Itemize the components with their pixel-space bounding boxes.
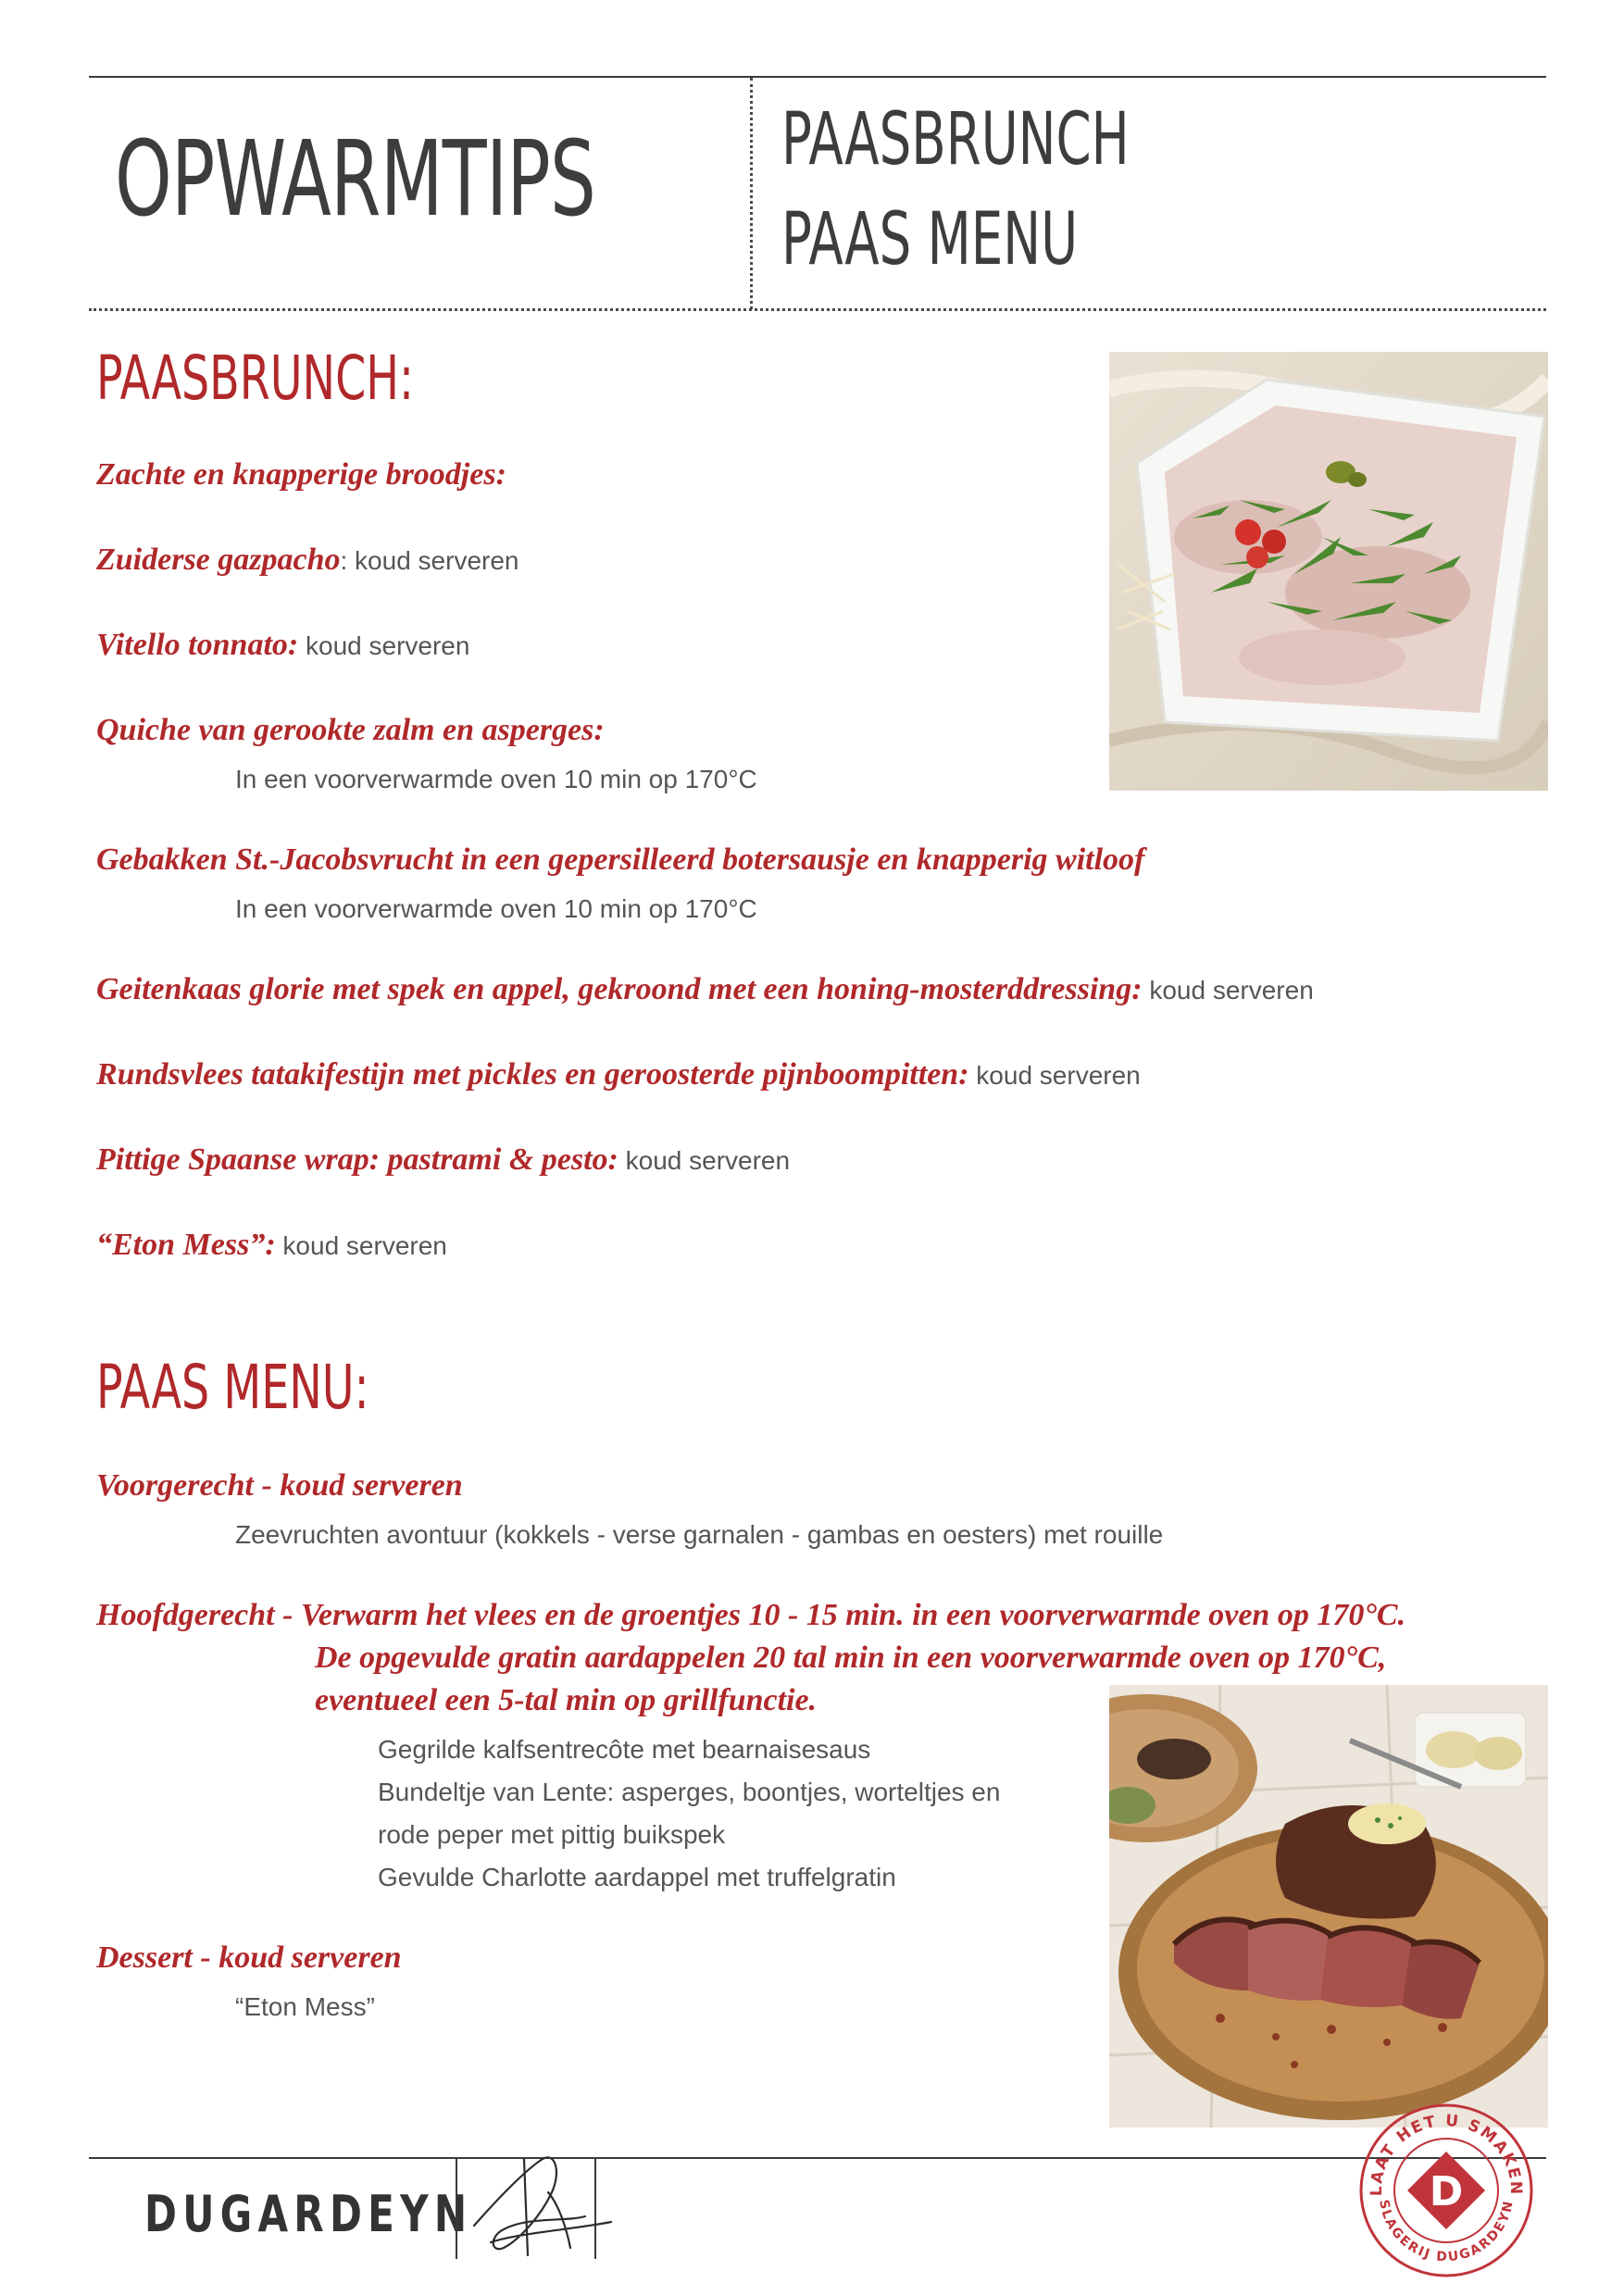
footer-separator-left xyxy=(456,2157,457,2259)
footer-rule xyxy=(89,2157,1546,2159)
brunch-heading: PAASBRUNCH: xyxy=(96,343,414,414)
brunch-item xyxy=(96,1057,1485,1092)
brunch-item-note: koud serveren xyxy=(275,1231,447,1260)
brunch-item-note: koud serveren xyxy=(968,1061,1141,1090)
main-course-line3: eventueel een 5-tal min op grillfunctie. xyxy=(315,1683,818,1717)
brunch-item-note: koud serveren xyxy=(1142,976,1314,1004)
main-dish: rode peper met pittig buikspek xyxy=(378,1820,726,1849)
main-dish: Gegrilde kalfsentrecôte met bearnaisesaus xyxy=(378,1735,871,1764)
brunch-item-name: Quiche van gerookte zalm en asperges: xyxy=(96,713,605,747)
header-top-rule xyxy=(89,76,1546,78)
seal-bottom-text: SLAGERIJ DUGARDEYN xyxy=(1376,2198,1517,2265)
brunch-item-name: “Eton Mess”: xyxy=(96,1228,276,1262)
brunch-item-name: Zachte en knapperige broodjes: xyxy=(96,457,506,492)
seal-letter: D xyxy=(1429,2168,1464,2215)
page-title: OPWARMTIPS xyxy=(115,119,596,240)
brunch-item-name: Gebakken St.-Jacobsvrucht in een gepersilleerd botersausje en knapperig witloof xyxy=(96,842,1145,877)
brunch-item xyxy=(96,972,1485,1007)
brunch-item-note: koud serveren xyxy=(298,631,470,660)
brunch-item xyxy=(96,842,1485,878)
main-dish: Gevulde Charlotte aardappel met truffelgratin xyxy=(378,1863,896,1891)
brunch-item-note: koud serveren xyxy=(618,1146,791,1175)
brunch-item xyxy=(96,1142,1485,1178)
header-bottom-rule xyxy=(89,308,1546,311)
steak-photo xyxy=(1109,1685,1548,2128)
header-divider xyxy=(750,78,753,309)
brunch-item-name: Zuiderse gazpacho xyxy=(96,543,341,577)
menu-heading: PAAS MENU: xyxy=(96,1352,369,1423)
brunch-item-name: Vitello tonnato: xyxy=(96,628,299,662)
brunch-item-note: koud serveren xyxy=(347,546,519,575)
vitello-tonnato-illustration xyxy=(1109,352,1548,791)
brunch-item-name: Pittige Spaanse wrap: pastrami & pesto: xyxy=(96,1142,618,1177)
butcher-seal-icon xyxy=(1354,2098,1539,2283)
header-subtitle-menu: PAAS MENU xyxy=(781,198,1079,281)
brunch-item-note: In een voorverwarmde oven 10 min op 170°C xyxy=(235,894,757,923)
signature-icon xyxy=(463,2140,620,2270)
main-course-title: Hoofdgerecht - Verwarm het vlees en de groentjes 10 - 15 min. in een voorverwarmde oven op 170°C. xyxy=(96,1598,1406,1632)
dessert-title: Dessert - koud serveren xyxy=(96,1940,402,1975)
brunch-item-sep: : xyxy=(340,546,348,575)
brunch-item-note: In een voorverwarmde oven 10 min op 170°C xyxy=(235,765,757,793)
brunch-item-name: Geitenkaas glorie met spek en appel, gekroond met een honing-mosterddressing: xyxy=(96,972,1143,1006)
brunch-item xyxy=(96,1228,1485,1263)
starter-title: Voorgerecht - koud serveren xyxy=(96,1468,463,1503)
brand-logo: DUGARDEYN xyxy=(144,2185,473,2243)
main-course-line2: De opgevulde gratin aardappelen 20 tal min in een voorverwarmde oven op 170°C, xyxy=(315,1641,1387,1675)
main-dish: Bundeltje van Lente: asperges, boontjes, worteltjes en xyxy=(378,1778,1001,1806)
vitello-tonnato-photo xyxy=(1109,352,1548,791)
brunch-item-name: Rundsvlees tatakifestijn met pickles en geroosterde pijnboompitten: xyxy=(96,1057,969,1092)
starter-description: Zeevruchten avontuur (kokkels - verse garnalen - gambas en oesters) met rouille xyxy=(235,1520,1164,1549)
steak-illustration xyxy=(1109,1685,1548,2128)
dessert-description: “Eton Mess” xyxy=(235,1992,375,2021)
header-subtitle-brunch: PAASBRUNCH xyxy=(781,98,1130,181)
seal-top-text: LAAT HET U SMAKEN xyxy=(1367,2111,1526,2197)
